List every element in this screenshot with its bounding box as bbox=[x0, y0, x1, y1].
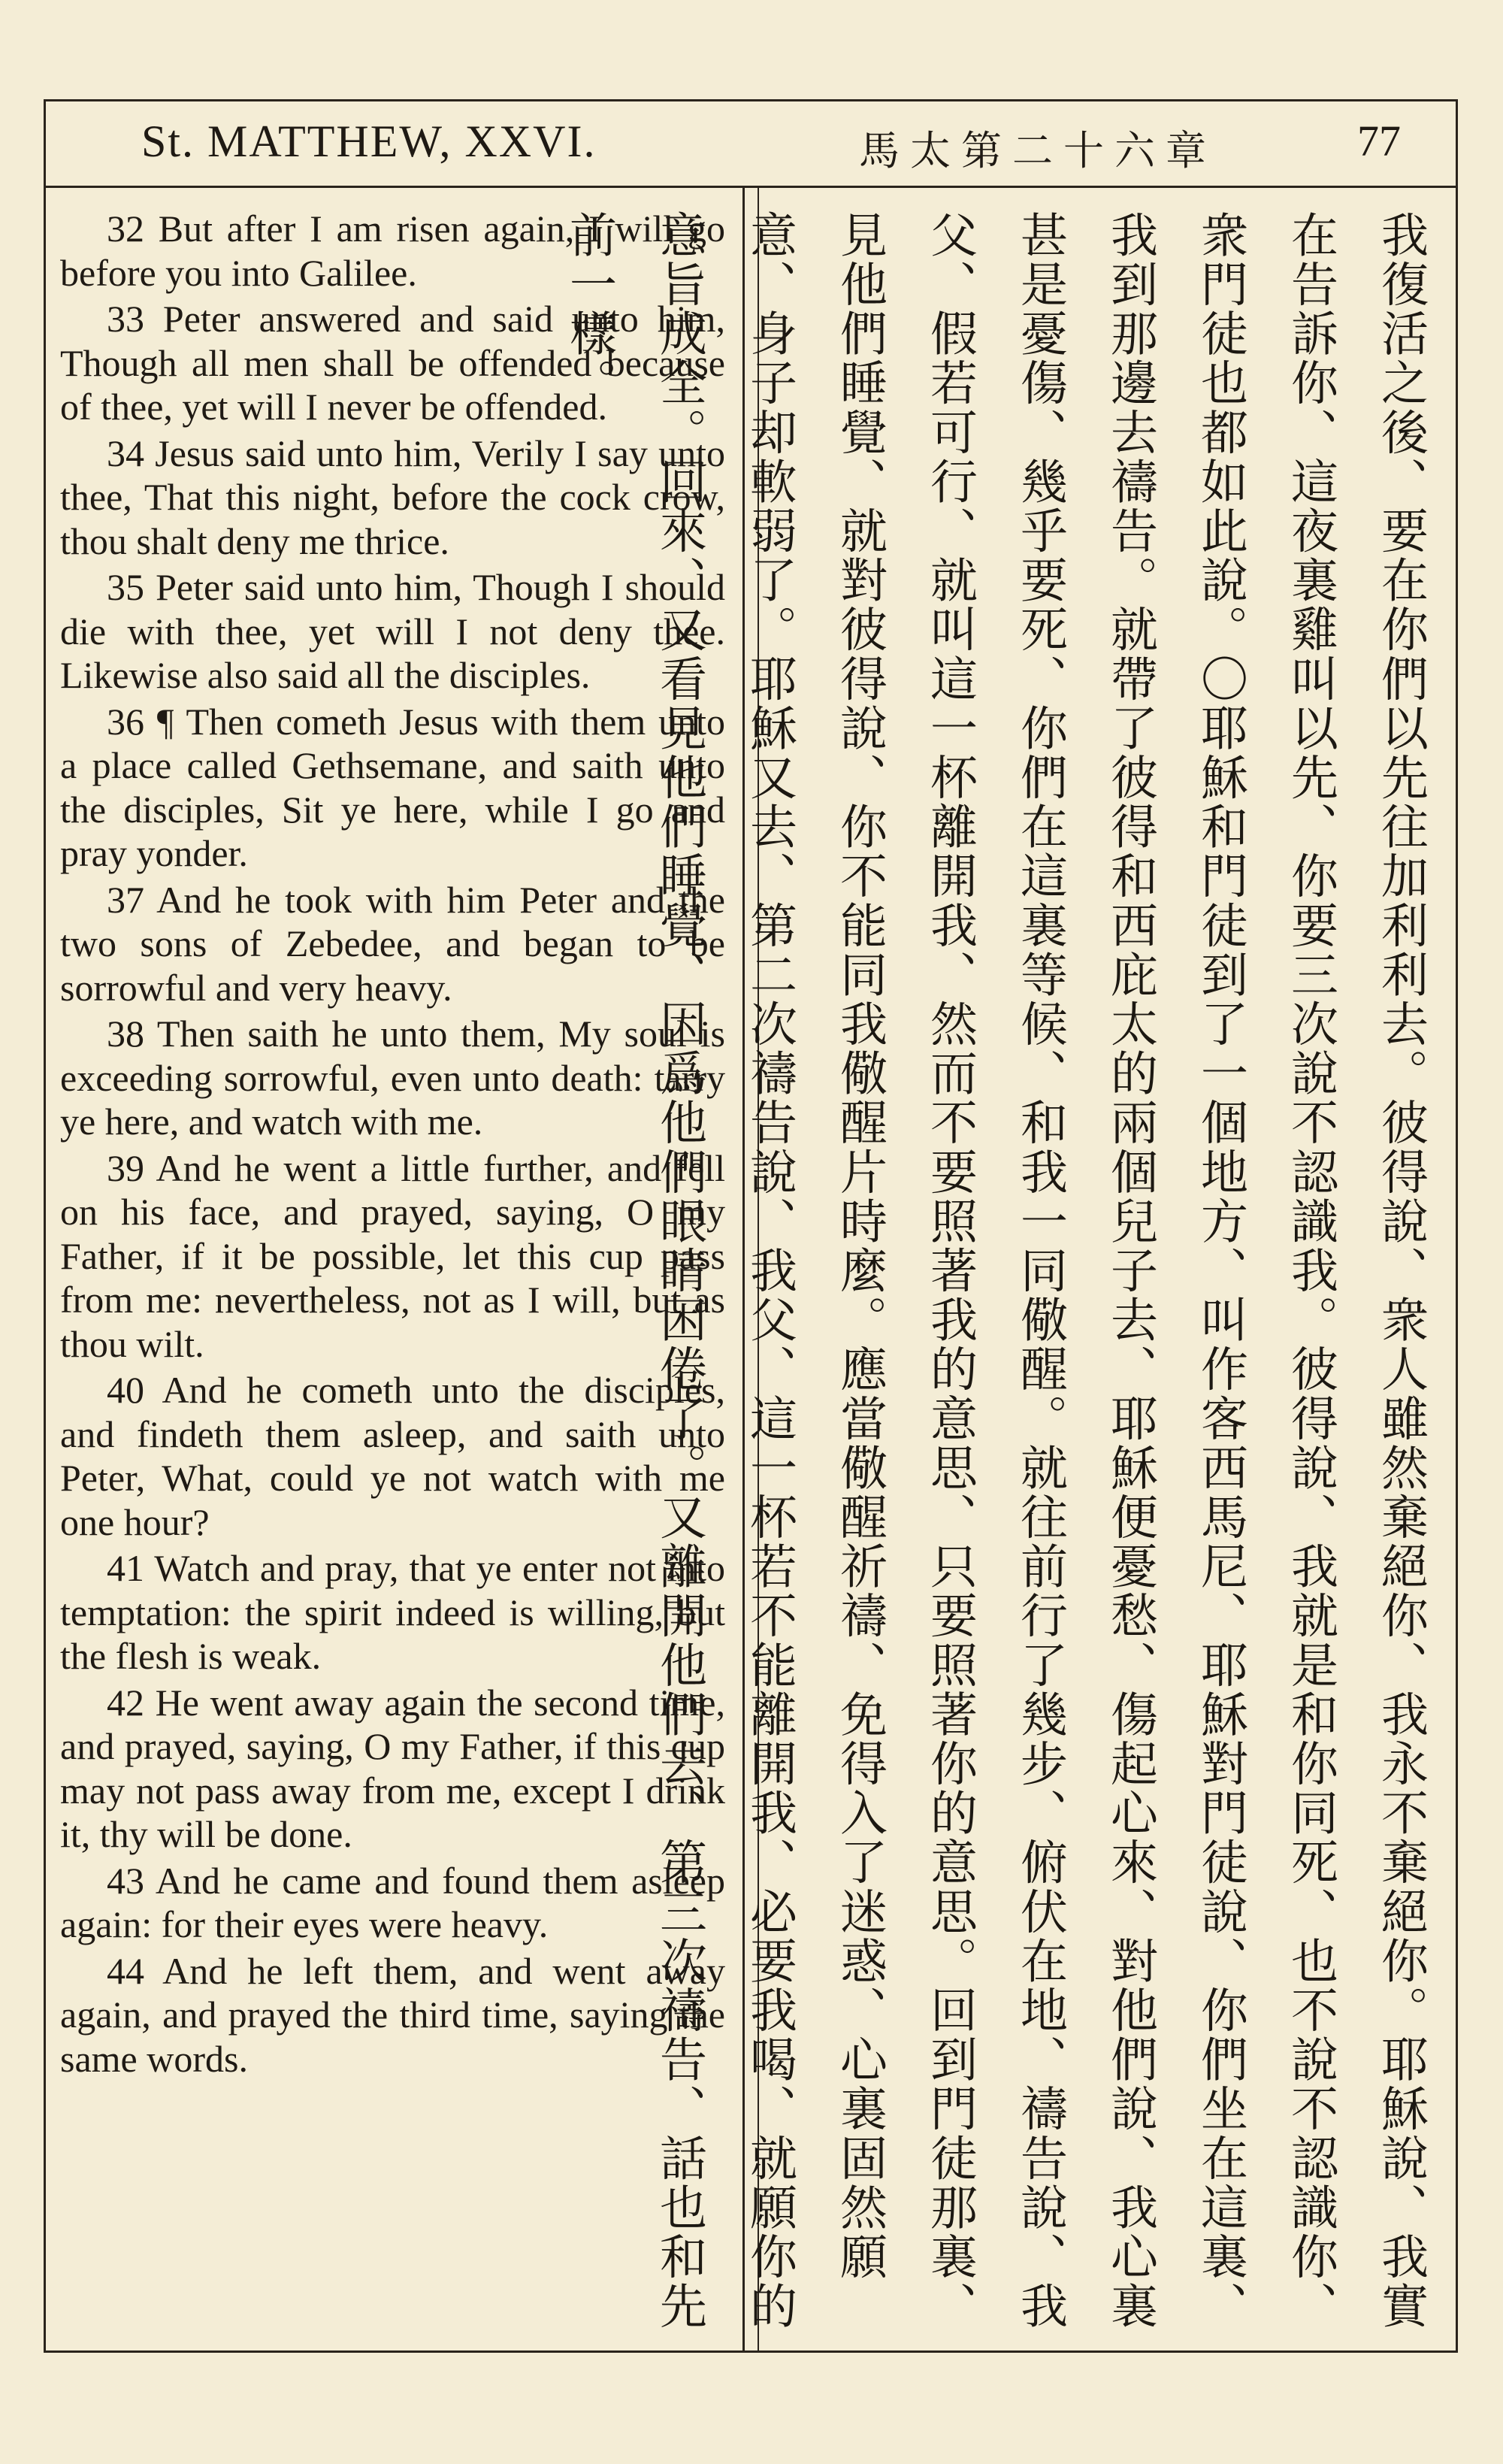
running-header bbox=[44, 99, 1458, 188]
verse-44: 44 And he left them, and went away again, and prayed the third time, saying the same words. bbox=[60, 1949, 725, 2080]
chinese-title: 馬太第二十六章 bbox=[859, 127, 1217, 174]
verse-36: 36 ¶ Then cometh Jesus with them unto a place called Gethsemane, and saith unto the disciples, Sit ye here, while I go and pray yonder. bbox=[60, 700, 725, 874]
english-column bbox=[60, 207, 725, 2083]
verse-33: 33 Peter answered and said unto him, Though all men shall be offended because of thee, yet will I never be offended. bbox=[60, 298, 725, 428]
verse-43: 43 And he came and found them asleep again: for their eyes were heavy. bbox=[60, 1859, 725, 1945]
verse-32: 32 But after I am risen again, I will go before you into Galilee. bbox=[60, 207, 725, 294]
chinese-column: 我復活之後、要在你們以先往加利利去。彼得說、衆人雖然棄絕你、我永不棄絕你。耶穌說、我實在告訴你、這夜裏雞叫以先、你要三次說不認識我。彼得說、我就是和你同死、也不說不認識你、衆門徒也都如此說。〇耶穌和門徒到了一個地方、叫作客西馬尼、耶穌對門徒說、你們坐在這裏、我到那邊去禱告。就帶了彼得和西庇太的兩個兒子去、耶穌便憂愁、傷起心來、對他們說、我心裏甚是憂傷、幾乎要死、你們在這裏等候、和我一同儆醒。就往前行了幾步、俯伏在地、禱告說、我父、假若可行、就叫這一杯離開我、然而不要照著我的意思、只要照著你的意思。回到門徒那裏、見他們睡覺、就對彼得說、你不能同我儆醒片時麼。應當儆醒祈禱、免得入了迷惑、心裏固然願意、身子却軟弱了。耶穌又去、第二次禱告說、我父、這一杯若不能離開我、必要我喝、就願你的意旨成全。回來、又看見他們睡覺、因爲他們眼睛困倦了。又離開他們去、第三次禱告、話也和先前一樣。 bbox=[562, 210, 1429, 2331]
verse-37: 37 And he took with him Peter and the two sons of Zebedee, and began to be sorrowful and very heavy. bbox=[60, 878, 725, 1009]
verse-35: 35 Peter said unto him, Though I should die with thee, yet will I not deny thee. Likewise also said all the disciples. bbox=[60, 566, 725, 696]
page-number: 77 bbox=[1357, 117, 1401, 165]
verse-40: 40 And he cometh unto the disciples, and findeth them asleep, and saith unto Peter, What, could ye not watch with me one hour? bbox=[60, 1369, 725, 1543]
verse-42: 42 He went away again the second time, and prayed, saying, O my Father, if this cup may not pass away from me, except I drink it, thy will be done. bbox=[60, 1681, 725, 1855]
verse-39: 39 And he went a little further, and fell on his face, and prayed, saying, O my Father, if it be possible, let this cup pass from me: nevertheless, not as I will, but as thou wilt. bbox=[60, 1146, 725, 1365]
verse-41: 41 Watch and pray, that ye enter not into temptation: the spirit indeed is willing, but the flesh is weak. bbox=[60, 1547, 725, 1677]
verse-34: 34 Jesus said unto him, Verily I say unto thee, That this night, before the cock crow, thou shalt deny me thrice. bbox=[60, 431, 725, 562]
page-title: St. MATTHEW, XXVI. bbox=[141, 117, 597, 166]
verse-38: 38 Then saith he unto them, My soul is exceeding sorrowful, even unto death: tarry ye here, and watch with me. bbox=[60, 1013, 725, 1143]
